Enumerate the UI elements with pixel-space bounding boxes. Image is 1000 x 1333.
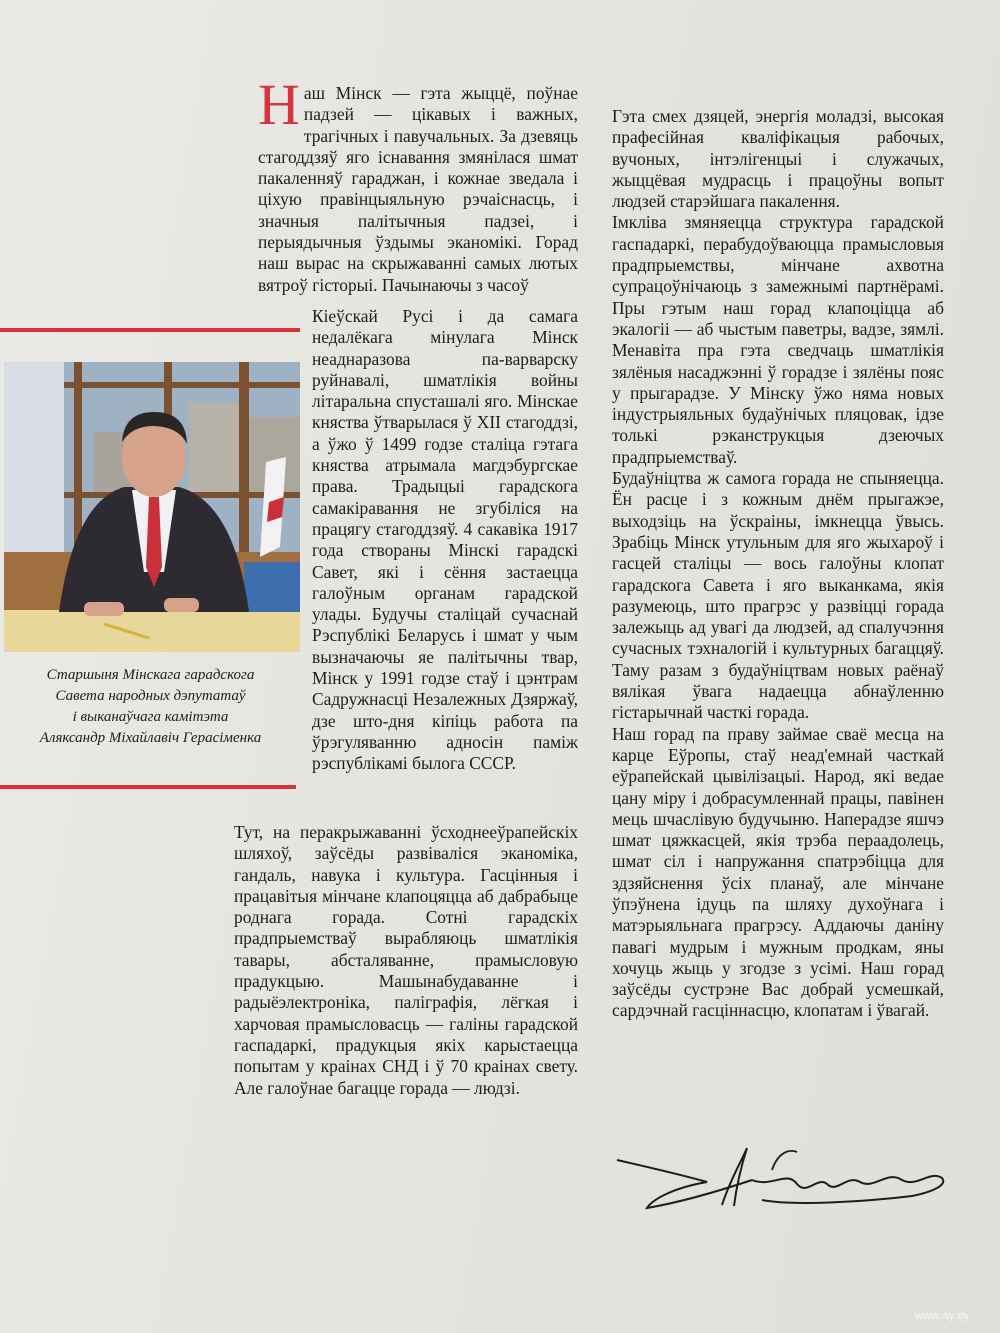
article-column-1-mid <box>312 306 578 775</box>
red-rule-bottom <box>0 785 296 789</box>
caption-line-2: Савета народных дэпутатаў <box>55 688 246 704</box>
drop-cap: Н <box>258 72 300 137</box>
photo-caption <box>8 665 293 749</box>
caption-line-1: Старшыня Мінскага гарадскога <box>46 667 255 683</box>
article-economy-text: Тут, на перакрыжаванні ўсходнееўрапейскіх шляхоў, заўсёды развіваліся эканоміка, гандаль, навука і культура. Гасцінныя і працавітыя мінчане клапоцяцца аб дабрабыце роднага горада. Сотні гарадскіх прадпрыемстваў вырабляюць шматлікія тавары, абсталяванне, прамысловую прадукцыю. Машынабудаванне і радыёэлектроніка, паліграфія, лёгкая і харчовая прамысловасць — галіны гарадской гаспадаркі, прадукцыя якіх карыстаецца попытам у краінах СНД і ў 70 краінах свету. Але галоўнае багацце горада — людзі. <box>234 822 578 1098</box>
article-column-1-bottom <box>234 822 578 1099</box>
handwritten-signature <box>612 1140 957 1220</box>
article-col2-para-4: Наш горад па праву займае сваё месца на карце Еўропы, стаў неад'емнай часткай еўрапейскай цывілізацыі. Народ, які ведае цану міру і добрасумленнай працы, павінен мець шчаслівую будучыню. Наперадзе яшчэ шмат цяжкасцей, якія трэба пераадолець, шмат сіл і напружання спатрэбіцца для здзяйснення ўсіх планаў, але мінчане ўпэўнена ідуць па шляху духоўнага і матэрыяльнага прагрэсу. Аддаючы даніну павагі мудрым і мужным продкам, яны хочуць жыць у згодзе з усімі. Наш горад заўсёды сустрэне Вас добрай усмешкай, сардэчнай гасціннасцю, клопатам і ўвагай. <box>612 723 944 1021</box>
red-rule-top <box>0 328 300 332</box>
article-column-1-top <box>258 72 578 296</box>
article-col2-para-3: Будаўніцтва ж самога горада не спыняецца. Ён расце і з кожным днём прыгажэе, выходзіць на ўскраіны, імкнецца ўвысь. Зрабіць Мінск утульным для яго жыхароў і гасцей сталіцы — вось галоўны клопат гарадскога Савета і яго выканкама, якія разумеюць, што прагрэс у развіцці горада залежыць ад увагі да людзей, ад спалучэння сучасных тэхналогій і культурных багаццяў. Таму разам з будаўніцтвам новых раёнаў вялікая ўвага надаецца абнаўленню гістарычнай часткі горада. <box>612 468 944 723</box>
article-col2-para-1: Гэта смех дзяцей, энергія моладзі, высокая прафесійная кваліфікацыя рабочых, вучоных, інтэлігенцыі і служачых, жыццёвая мудрасць і працоўны вопыт людзей старэйшага пакалення. <box>612 106 944 212</box>
article-col2-para-2: Імклівa змяняецца структура гарадской гаспадаркі, перабудоўваюцца прамысловыя прадпрыемствы, мінчане ахвотна супрацоўнічаюць з замежнымі партнёрамі. Пры гэтым наш горад клапоціцца аб экалогіі — аб чыстым паветры, вадзе, зямлі. Менавіта пра гэта сведчаць шматлікія зялёныя насаджэнні ў горадзе і зялёны пояс у прыгарадзе. У Мінску ўжо няма новых індустрыяльных будаўнічых пляцовак, ідзе толькі рэканструкцыя дзеючых прадпрыемстваў. <box>612 212 944 467</box>
caption-line-4: Аляксандр Міхайлавіч Герасіменка <box>39 730 262 746</box>
article-intro-text: аш Мінск — гэта жыццё, поўнае падзей — цікавых і важных, трагічных і павучальных. За дзевяць стагоддзяў яго існавання змянілася шмат пакаленняў гараджан, і кожнае зведала і ціхую правінцыяльную рэчаіснасць, і значныя палітычныя падзеі, і перыядычныя ўздымы эканомікі. Горад наш вырас на скрыжаванні самых лютых вятроў гісторыі. Пачынаючы з часоў <box>258 83 578 295</box>
caption-line-3: і выканаўчага камітэта <box>72 709 229 725</box>
article-history-text: Кіеўскай Русі і да самага недалёкага мінулага Мінск неаднаразова па-варварску руйнавалі, шматлікія войны літаральна спусташалі яго. Мінскае княства ўтварылася ў XII стагоддзі, а ўжо ў 1499 годзе сталіца гэтага княства атрымала магдэбургскае права. Традыцыі гарадскога самакіравання не згубіліся на працягу стагоддзяў. 4 сакавіка 1917 года створаны Мінскі гарадскі Савет, які і сёння застаецца галоўным органам гарадской улады. Будучы сталіцай сучаснай Рэспублікі Беларусь і шмат у чым вызначаючы яе палітычны твар, Мінск у 1991 годзе стаў і цэнтрам Садружнасці Незалежных Дзяржаў, дзе што-дня кіпіць работа па ўрэгуляванню адносін паміж рэспублікамі былога СССР. <box>312 306 578 774</box>
article-column-2 <box>612 106 944 1022</box>
portrait-photo <box>4 362 300 652</box>
watermark-text: www.ay.by <box>915 1310 970 1322</box>
